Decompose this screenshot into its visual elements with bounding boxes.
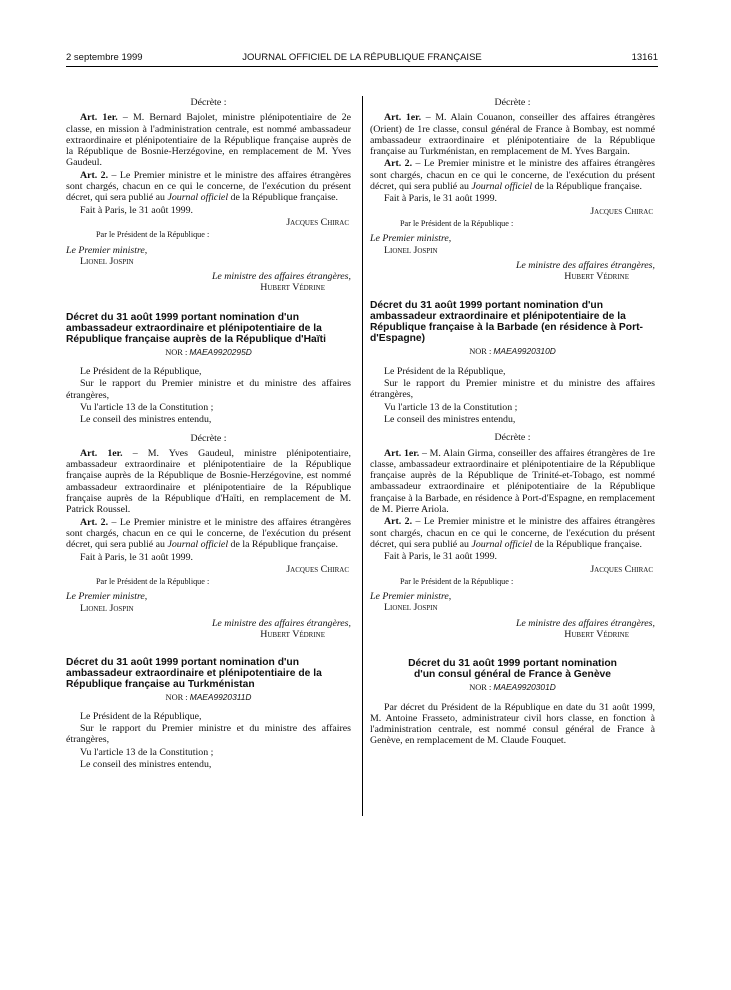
minister-label: Le ministre des affaires étrangères,: [515, 259, 655, 271]
article-1: Art. 1er. – M. Yves Gaudeul, ministre plénipotentiaire, ambassadeur extraordinaire et plénipotentiaire de la République française auprès de la République de Bosnie-Herzégovine, est nommé ambassadeur extraordinaire et plénipotentiaire de la République française auprès de la République d'Haïti, en remplacement de M. Patrick Roussel.: [66, 447, 351, 516]
considerant-1: Le Président de la République,: [80, 710, 202, 722]
minister-label: Le ministre des affaires étrangères,: [211, 617, 351, 629]
decret-title-geneve-line-1: Décret du 31 août 1999 portant nomination: [408, 658, 617, 670]
header-rule: [66, 66, 658, 67]
considerant-1: Le Président de la République,: [80, 366, 202, 378]
geneve-body: Par décret du Président de la République en date du 31 août 1999, M. Antoine Frasseto, administrateur civil hors classe, en fonction à l'administration centrale, est nommé consul général de France à Genève, en remplacement de M. Claude Fouquet.: [370, 701, 655, 747]
decrete-heading: Décrète :: [190, 432, 227, 444]
considerant-4: Le conseil des ministres entendu,: [80, 414, 212, 426]
minister-label: Le ministre des affaires étrangères,: [515, 617, 655, 629]
considerant-3: Vu l'article 13 de la Constitution ;: [384, 401, 518, 413]
decrete-heading: Décrète :: [494, 97, 531, 108]
article-1: Art. 1er. – M. Bernard Bajolet, ministre plénipotentiaire de 2e classe, en mission à l'administration centrale, est nommé ambassadeur extraordinaire et plénipotentiaire de la République française auprès de la République de Bosnie-Herzégovine, en remplacement de M. Yves Gaudeul.: [66, 112, 351, 169]
considerant-4: Le conseil des ministres entendu,: [384, 413, 516, 425]
par-le-president: Par le Président de la République :: [96, 577, 210, 587]
article-2: Art. 2. – Le Premier ministre et le ministre des affaires étrangères sont chargés, chacun en ce qui le concerne, de l'exécution du présent décret, qui sera publié au Journal officiel de la République française.: [370, 516, 655, 550]
article-1: Art. 1er. – M. Alain Couanon, conseiller des affaires étrangères (Orient) de 1re classe, consul général de France à Bombay, est nommé ambassadeur extraordinaire et plénipotentiaire de la République française au Turkménistan, en remplacement de M. Yves Bargain.: [370, 112, 655, 158]
nor-haiti: NOR : MAEA9920295D: [165, 346, 252, 357]
considerant-3: Vu l'article 13 de la Constitution ;: [80, 746, 214, 758]
decret-title-barbade: Décret du 31 août 1999 portant nomination d'un ambassadeur extraordinaire et plénipotentiaire de la République française à la Barbade (en résidence à Port-d'Espagne): [370, 300, 643, 345]
considerant-3: Vu l'article 13 de la Constitution ;: [80, 401, 214, 413]
fait-a-paris: Fait à Paris, le 31 août 1999.: [80, 204, 193, 216]
article-2: Art. 2. – Le Premier ministre et le ministre des affaires étrangères sont chargés, chacun en ce qui le concerne, de l'exécution du présent décret, qui sera publié au Journal officiel de la République française.: [66, 169, 351, 204]
president-signature: Jacques Chirac: [590, 563, 653, 575]
pm-name: Lionel Jospin: [384, 244, 438, 256]
column-divider: [362, 96, 363, 816]
fait-a-paris: Fait à Paris, le 31 août 1999.: [80, 551, 193, 563]
header-date: 2 septembre 1999: [66, 52, 143, 63]
minister-name: Hubert Védrine: [564, 628, 629, 640]
pm-name: Lionel Jospin: [384, 602, 438, 614]
header-title: JOURNAL OFFICIEL DE LA RÉPUBLIQUE FRANÇAISE: [242, 52, 482, 63]
nor-turkmenistan: NOR : MAEA9920311D: [165, 691, 252, 702]
minister-label: Le ministre des affaires étrangères,: [211, 271, 351, 283]
article-2: Art. 2. – Le Premier ministre et le ministre des affaires étrangères sont chargés, chacun en ce qui le concerne, de l'exécution du présent décret, qui sera publié au Journal officiel de la République française.: [66, 516, 351, 551]
pm-label: Le Premier ministre,: [66, 244, 148, 256]
par-le-president: Par le Président de la République :: [400, 218, 514, 228]
decret-title-turkmenistan: Décret du 31 août 1999 portant nomination d'un ambassadeur extraordinaire et plénipotentiaire de la République française au Turkménistan: [66, 656, 322, 690]
left-column: [66, 97, 351, 771]
minister-name: Hubert Védrine: [260, 282, 325, 294]
decrete-heading: Décrète :: [190, 97, 227, 108]
considerant-1: Le Président de la République,: [384, 365, 506, 377]
considerant-4: Le conseil des ministres entendu,: [80, 759, 212, 771]
considerant-2: Sur le rapport du Premier ministre et du ministre des affaires étrangères,: [66, 723, 351, 746]
pm-label: Le Premier ministre,: [66, 591, 148, 603]
considerant-2: Sur le rapport du Premier ministre et du ministre des affaires étrangères,: [370, 378, 655, 401]
fait-a-paris: Fait à Paris, le 31 août 1999.: [384, 551, 497, 563]
pm-name: Lionel Jospin: [80, 255, 134, 267]
nor-geneve: NOR : MAEA9920301D: [469, 682, 556, 693]
nor-barbade: NOR : MAEA9920310D: [469, 346, 556, 357]
fait-a-paris: Fait à Paris, le 31 août 1999.: [384, 193, 497, 205]
article-2: Art. 2. – Le Premier ministre et le ministre des affaires étrangères sont chargés, chacun en ce qui le concerne, de l'exécution du présent décret, qui sera publié au Journal officiel de la République française.: [370, 158, 655, 193]
header-page-number: 13161: [631, 52, 658, 63]
president-signature: Jacques Chirac: [590, 205, 653, 217]
considerant-2: Sur le rapport du Premier ministre et du ministre des affaires étrangères,: [66, 378, 351, 401]
right-column: [370, 97, 655, 748]
pm-name: Lionel Jospin: [80, 602, 134, 614]
president-signature: Jacques Chirac: [286, 216, 349, 228]
par-le-president: Par le Président de la République :: [96, 230, 210, 240]
article-1: Art. 1er. – M. Alain Girma, conseiller des affaires étrangères de 1re classe, ambassadeur extraordinaire et plénipotentiaire de la République française auprès de la République de Trinité-et-Tobago, est nommé ambassadeur extraordinaire et plénipotentiaire de la République française à la Barbade, en résidence à Port-d'Espagne, en remplacement de M. Pierre Ariola.: [370, 447, 656, 516]
par-le-president: Par le Président de la République :: [400, 576, 514, 586]
page-header: [66, 52, 658, 66]
minister-name: Hubert Védrine: [564, 271, 629, 283]
minister-name: Hubert Védrine: [260, 629, 325, 641]
president-signature: Jacques Chirac: [286, 563, 349, 575]
pm-label: Le Premier ministre,: [370, 233, 452, 245]
pm-label: Le Premier ministre,: [370, 591, 452, 603]
decret-title-haiti: Décret du 31 août 1999 portant nomination d'un ambassadeur extraordinaire et plénipotentiaire de la République française auprès de la République d'Haïti: [66, 311, 326, 345]
decrete-heading: Décrète :: [494, 432, 531, 444]
decret-title-geneve-line-2: d'un consul général de France à Genève: [413, 669, 611, 681]
